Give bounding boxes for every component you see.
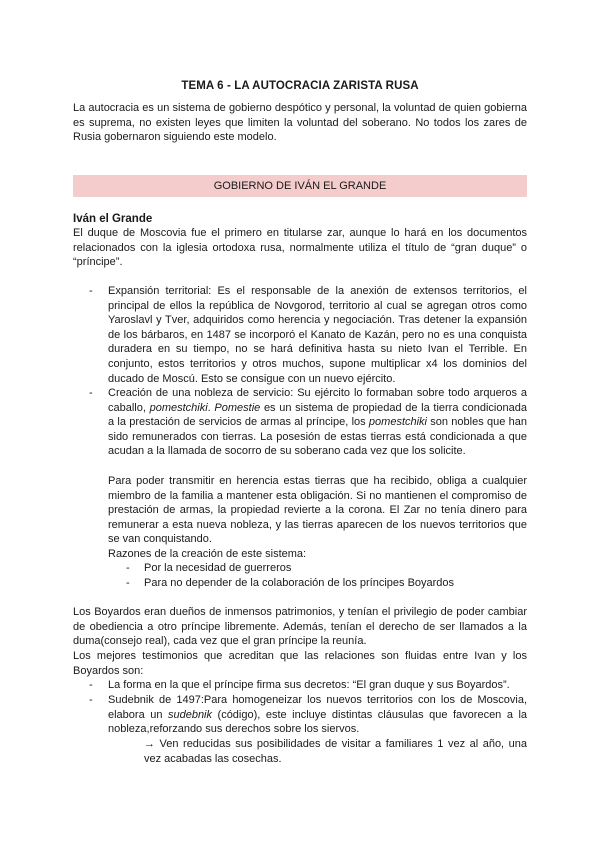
bullet-firma: La forma en la que el príncipe firma sus decretos: “El gran duque y sus Boyardos”. <box>108 679 510 691</box>
reason-dash: - <box>126 577 130 589</box>
subheading: Iván el Grande <box>73 213 153 225</box>
reason-item: Para no depender de la colaboración de los príncipes Boyardos <box>144 577 455 589</box>
bullet-dash: - <box>89 679 93 691</box>
bullet-dash: - <box>89 387 93 399</box>
testimonios-paragraph: Los mejores testimonios que acreditan que las relaciones son fluidas entre Ivan y los Boyardos son: <box>73 650 527 677</box>
boyardos-paragraph: Los Boyardos eran dueños de inmensos patrimonios, y tenían el privilegio de poder cambiar de obediencia a otro príncipe libremente. Además, tenían el derecho de ser llamados a la duma(consejo real), cada vez que el gran príncipe la reunía. <box>73 606 527 648</box>
reason-dash: - <box>126 562 130 574</box>
intro-paragraph: La autocracia es un sistema de gobierno despótico y personal, la voluntad de quien gobierna es suprema, no existen leyes que limiten la voluntad del soberano. No todos los zares de Rusia gobernaron siguiendo este modelo. <box>73 102 527 144</box>
bullet-nobleza: Creación de una nobleza de servicio: Su ejército lo formaban sobre todo arqueros a caballo, pomestchiki. Pomestie es un sistema de propiedad de la tierra condicionada a la prestación de servicios de armas al príncipe, los pomestchiki son nobles que han sido remunerados con tierras. La posesión de estas tierras está condicionada a que acudan a la llamada de socorro de su soberano cada vez que los solicite. <box>108 387 527 458</box>
reasons-intro: Razones de la creación de este sistema: <box>108 548 307 560</box>
bullet-expansion: Expansión territorial: Es el responsable de la anexión de extensos territorios, el principal de ellos la república de Novgorod, territorio al cual se agregan otros como Yaroslavl y Tver, adquiridos como herencia y negociación. Tras detener la expansión de los bárbaros, en 1487 se incorporó el Kanato de Kazán, pero no es una conquista duradera en su tiempo, no se hará definitiva hasta su nieto Ivan el Terrible. En conjunto, estos territorios y otros muchos, supone multiplicar x4 los dominios del ducado de Moscú. Esto se consigue con un nuevo ejército. <box>108 285 527 385</box>
bullet-dash: - <box>89 285 93 297</box>
section-banner: GOBIERNO DE IVÁN EL GRANDE <box>73 175 527 197</box>
reason-item: Por la necesidad de guerreros <box>144 562 292 574</box>
document-title: TEMA 6 - LA AUTOCRACIA ZARISTA RUSA <box>181 80 419 92</box>
arrow-note: → Ven reducidas sus posibilidades de visitar a familiares 1 vez al año, una vez acabadas las cosechas. <box>144 738 527 765</box>
ivan-paragraph: El duque de Moscovia fue el primero en titularse zar, aunque lo hará en los documentos relacionados con la iglesia ortodoxa rusa, normalmente utiliza el título de “gran duque” o “príncipe”. <box>73 227 527 269</box>
nobleza-paragraph-2: Para poder transmitir en herencia estas tierras que ha recibido, obliga a cualquier miembro de la familia a mantener esta obligación. Si no mantienen el compromiso de prestación de armas, la propiedad revierte a la corona. El Zar no tenía dinero para remunerar a esta nueva nobleza, y las tierras aparecen de los nuevos territorios que se van conquistando. <box>108 475 527 546</box>
bullet-sudebnik: Sudebnik de 1497:Para homogeneizar los nuevos territorios con los de Moscovia, elabora un sudebnik (código), este incluye distintas cláusulas que favorecen a la nobleza,reforzando sus derechos sobre los siervos. <box>108 694 528 736</box>
bullet-dash: - <box>89 694 93 706</box>
